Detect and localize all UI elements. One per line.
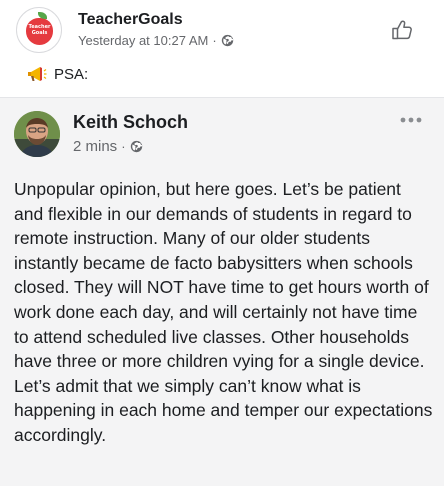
- author-name-link[interactable]: Keith Schoch: [73, 112, 189, 132]
- globe-icon: [130, 140, 143, 153]
- thumbs-up-icon[interactable]: [390, 18, 414, 42]
- meta-separator: ·: [121, 139, 126, 154]
- more-options-icon[interactable]: [400, 116, 422, 124]
- shared-post-card[interactable]: [0, 97, 444, 486]
- megaphone-icon: [26, 66, 48, 82]
- author-avatar[interactable]: [14, 111, 60, 157]
- post-caption: [26, 64, 88, 84]
- author-photo: [14, 111, 60, 157]
- page-name-link[interactable]: TeacherGoals: [78, 11, 183, 28]
- page-avatar[interactable]: [16, 7, 62, 53]
- post-header: [0, 0, 444, 60]
- avatar-logo-text: Teacher Goals: [28, 24, 51, 36]
- meta-separator: ·: [212, 33, 217, 48]
- shared-post-meta: [73, 138, 143, 155]
- shared-post-body: Unpopular opinion, but here goes. Let’s be patient and flexible in our demands of students in regard to remote instruction. Many of our older students instantly became de facto babysitters when schools closed. They will NOT have time to get hours worth of work done each day, and will certainly not have time to attend scheduled live classes. Other households have three or more children vying for a single device. Let’s admit that we simply can’t know what is happening in each home and temper our expectations accordingly.: [14, 179, 433, 445]
- apple-logo-icon: [26, 18, 53, 45]
- caption-text: PSA:: [54, 65, 89, 83]
- globe-icon: [221, 34, 234, 47]
- post-meta: [78, 33, 234, 48]
- shared-post-time[interactable]: 2 mins: [73, 138, 118, 155]
- post-timestamp[interactable]: Yesterday at 10:27 AM: [78, 33, 209, 48]
- post-footer-divider: [0, 486, 444, 497]
